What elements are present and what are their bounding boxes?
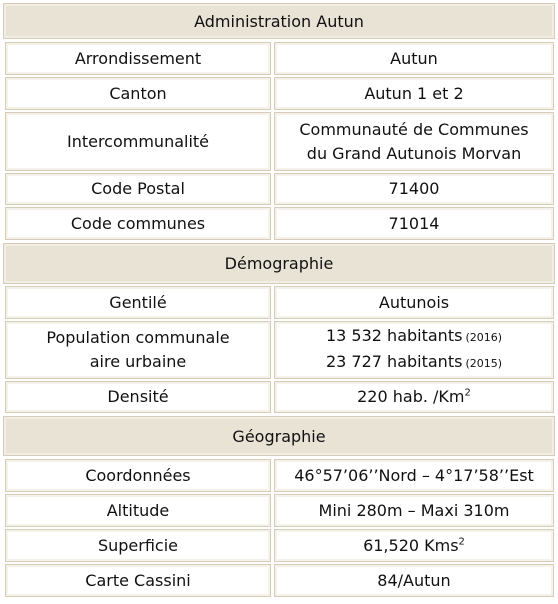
row-value: Autunois [378,292,450,312]
label-cell [5,381,271,413]
superficie-text: 61,520 Kms [363,535,459,555]
population-communale-value [326,324,502,350]
table-row-superficie [3,529,555,562]
aire-urbaine-value [326,350,502,376]
label-cell [5,207,271,240]
row-label: Intercommunalité [66,131,210,151]
value-cell [274,564,554,597]
label-cell [5,459,271,492]
label-cell [5,564,271,597]
row-value-line-1: Communauté de Communes [299,119,529,139]
table-row-coordonnees [3,459,555,492]
section-title: Géographie [232,426,326,446]
row-value [357,385,471,409]
section-title: Administration Autun [194,11,364,31]
value-cell [274,381,554,413]
table-row-code-communes [3,207,555,240]
table-row-carte-cassini [3,564,555,597]
row-value: 71400 [388,179,440,198]
section-header-geographie [3,416,555,456]
label-cell [5,77,271,110]
section-header-demographie [3,243,555,284]
row-label: Code Postal [91,179,185,198]
row-label: Coordonnées [85,465,191,485]
label-cell [5,42,271,75]
row-label: Superficie [97,535,179,555]
population-count: 13 532 habitants [325,326,463,345]
table-row-gentile [3,286,555,319]
table-row-altitude [3,494,555,527]
value-cell [274,286,554,319]
row-label: Canton [109,83,167,103]
row-label: Code communes [70,213,206,233]
population-year: (2015) [465,357,503,370]
value-cell [274,494,554,527]
row-label: Gentilé [109,292,167,312]
row-value [363,534,465,558]
densite-text: 220 hab. /Km [357,387,465,406]
table-row-intercommunalite [3,112,555,171]
label-cell [5,173,271,205]
row-label: Carte Cassini [85,570,191,590]
value-cell [274,112,554,171]
row-label-line-2: aire urbaine [89,352,187,371]
row-value: 84/Autun [377,570,451,590]
population-year: (2016) [465,331,503,344]
row-value: Autun [390,48,438,68]
row-value-line-2: du Grand Autunois Morvan [306,143,522,163]
row-value: 46°57’06’’Nord – 4°17’58’’Est [294,465,534,485]
table-row-population [3,321,555,379]
table-row-arrondissement [3,42,555,75]
value-cell [274,321,554,379]
label-cell [5,321,271,379]
row-value: 71014 [388,213,440,233]
section-header-administration [3,3,555,39]
row-value: Autun 1 et 2 [364,83,464,103]
label-cell [5,529,271,562]
table-row-densite [3,381,555,413]
population-count: 23 727 habitants [325,352,463,371]
value-cell [274,77,554,110]
value-cell [274,42,554,75]
value-cell [274,207,554,240]
label-cell [5,494,271,527]
superscript: 2 [458,536,465,548]
value-cell [274,529,554,562]
row-label-line-1: Population communale [46,328,230,347]
label-cell [5,286,271,319]
section-title: Démographie [224,254,334,273]
row-label: Altitude [106,500,170,520]
superscript: 2 [464,387,471,399]
row-value: Mini 280m – Maxi 310m [318,500,510,520]
table-row-canton [3,77,555,110]
row-label: Arrondissement [74,48,202,68]
table-row-code-postal [3,173,555,205]
label-cell [5,112,271,171]
row-label: Densité [107,387,169,406]
value-cell [274,459,554,492]
value-cell [274,173,554,205]
